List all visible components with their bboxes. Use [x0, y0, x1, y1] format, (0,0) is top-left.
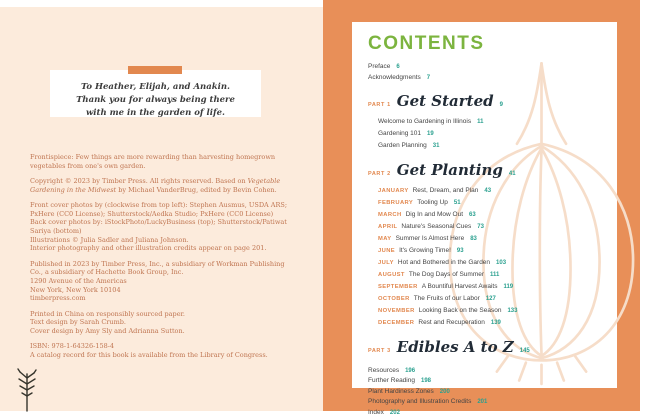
toc-entry-acknowledgments — [368, 73, 607, 84]
toc-entry-month — [378, 233, 607, 245]
copyright-post: by Michael VanderBrug, edited by Bevin Cohen. — [116, 185, 277, 194]
interior-credits: Interior photography and other illustration credits appear on page 201. — [30, 244, 267, 253]
part-1-chapter-list — [368, 116, 607, 152]
toc-entry-month — [378, 209, 607, 221]
page-top-edge — [0, 0, 323, 7]
toc-page-number: 43 — [484, 188, 492, 194]
toc-entry — [378, 116, 607, 128]
toc-page-number: 19 — [427, 131, 434, 137]
month-name: JUNE — [378, 248, 396, 254]
toc-entry-preface — [368, 62, 607, 73]
toc-page-number: 200 — [439, 388, 450, 395]
toc-entry-month — [378, 221, 607, 233]
toc-label: Looking Back on the Season — [418, 307, 502, 314]
contents-title: CONTENTS — [368, 33, 485, 54]
toc-page-number: 63 — [469, 212, 476, 218]
toc-page-number: 73 — [477, 224, 484, 230]
part-2-label: PART 2 — [368, 171, 391, 177]
month-name: APRIL — [378, 224, 398, 230]
toc-entry-month — [378, 269, 607, 281]
toc-label: Photography and Illustration Credits — [368, 398, 472, 406]
toc-page-number: 127 — [485, 296, 496, 302]
part-3-title: Edibles A to Z — [396, 338, 514, 356]
contents-panel — [352, 22, 617, 416]
toc-entry-month — [378, 185, 607, 197]
month-name: JULY — [378, 260, 394, 266]
publisher-line: Published in 2023 by Timber Press, Inc., a subsidiary of Workman Publishing Co., a subsidiary of Hachette Book Group, Inc. — [30, 259, 285, 277]
toc-label: Garden Planning — [378, 142, 427, 149]
toc-entry — [368, 366, 607, 376]
part-2-page-number: 41 — [508, 171, 516, 177]
toc-label: A Bountiful Harvest Awaits — [421, 283, 498, 290]
toc-label: Acknowledgments — [368, 73, 421, 81]
toc-page-number: 119 — [503, 284, 514, 290]
toc-entry-month — [378, 293, 607, 305]
toc-label: Preface — [368, 63, 391, 70]
dedication-box — [50, 70, 261, 117]
toc-page-number: 51 — [453, 200, 461, 206]
toc-page-number: 93 — [456, 248, 464, 254]
part-3-heading — [368, 339, 607, 360]
toc-page-number: 202 — [389, 409, 400, 416]
toc-label: The Fruits of our Labor — [413, 295, 480, 302]
toc-page-number: 11 — [477, 119, 484, 125]
copyright-pre: Copyright © 2023 by Timber Press. All rights reserved. Based on — [30, 177, 248, 186]
contents-page — [323, 0, 640, 416]
month-name: NOVEMBER — [378, 308, 415, 314]
month-name: SEPTEMBER — [378, 284, 418, 290]
toc-entry-month — [378, 245, 607, 257]
isbn: ISBN: 978-1-64326-158-4 — [30, 342, 115, 351]
toc-page-number: 198 — [420, 378, 431, 385]
toc-label: Welcome to Gardening in Illinois — [378, 118, 472, 125]
dedication-tab — [128, 66, 182, 74]
month-name: JANUARY — [378, 188, 409, 194]
toc-label: Further Reading — [368, 377, 415, 385]
toc-label: Index — [368, 408, 384, 416]
toc-page-number: 133 — [507, 308, 518, 314]
toc-label: Resources — [368, 367, 400, 374]
toc-page-number: 6 — [396, 64, 400, 70]
month-name: DECEMBER — [378, 320, 415, 326]
dedication-text: To Heather, Elijah, and Anakin. Thank you for always being there with me in the garden of life. — [76, 82, 235, 119]
toc-label: Nature's Seasonal Cues — [401, 223, 472, 230]
twig-sketch-icon — [14, 368, 40, 411]
part-1-title: Get Started — [396, 92, 494, 110]
toc-entry-month — [378, 305, 607, 317]
month-name: OCTOBER — [378, 296, 410, 302]
month-name: MAY — [378, 236, 392, 242]
cover-design-credit: Cover design by Amy Sly and Adrianna Sutton. — [30, 326, 185, 335]
illustration-credits: Illustrations © Julia Sadler and Juliana Johnson. — [30, 235, 189, 244]
toc-entry — [378, 128, 607, 140]
back-matter-list — [368, 366, 607, 418]
month-name: FEBRUARY — [378, 200, 414, 206]
toc-label: Plant Hardiness Zones — [368, 387, 434, 395]
part-2-month-list — [368, 185, 607, 329]
toc-entry — [368, 376, 607, 386]
contents-content — [352, 22, 617, 418]
printed-note: Printed in China on responsibly sourced paper. — [30, 309, 185, 318]
toc-label: It's Growing Time! — [399, 247, 451, 254]
back-cover-credits: Back cover photos by: iStockPhoto/LuckyBusiness (top); Shutterstock/Patiwat Sariya (bottom) — [30, 218, 287, 236]
toc-label: Rest, Dream, and Plan — [412, 187, 479, 194]
part-1-heading — [368, 93, 607, 114]
toc-page-number: 31 — [432, 143, 440, 149]
toc-entry-month — [378, 281, 607, 293]
copyright-page — [0, 0, 323, 411]
frontispiece-note: Frontispiece: Few things are more rewarding than harvesting homegrown vegetables from one's own garden. — [30, 153, 276, 170]
toc-label: Hot and Bothered in the Garden — [397, 259, 491, 266]
publisher-address-2: New York, New York 10104 — [30, 285, 121, 294]
publisher-website: timberpress.com — [30, 294, 86, 303]
toc-entry-month — [378, 197, 607, 209]
part-1-page-number: 9 — [499, 102, 503, 108]
toc-page-number: 139 — [490, 320, 501, 326]
toc-entry — [368, 397, 607, 407]
front-cover-credits: Front cover photos by (clockwise from top left): Stephen Ausmus, USDA ARS; PxHere (CC0 License); Shutterstock/Aedka Studio; PxHere (CC0 License) — [30, 201, 288, 218]
part-2-heading — [368, 162, 607, 183]
toc-entry-month — [378, 317, 607, 329]
referenced-book-title: Vegetable Gardening in the Midwest — [30, 177, 281, 194]
part-3-page-number: 145 — [519, 348, 530, 354]
toc-page-number: 83 — [470, 236, 477, 242]
toc-label: The Dog Days of Summer — [408, 271, 485, 278]
toc-page-number: 111 — [490, 272, 500, 278]
toc-entry-month — [378, 257, 607, 269]
publisher-address-1: 1290 Avenue of the Americas — [30, 276, 127, 285]
part-1-label: PART 1 — [368, 102, 391, 108]
toc-entry — [368, 408, 607, 418]
toc-label: Summer Is Almost Here — [395, 235, 465, 242]
toc-entry — [368, 387, 607, 397]
copyright-text-block — [30, 153, 296, 367]
catalog-record-note: A catalog record for this book is available from the Library of Congress. — [30, 350, 268, 359]
toc-page-number: 103 — [496, 260, 507, 266]
part-2-title: Get Planting — [396, 161, 503, 179]
toc-label: Gardening 101 — [378, 130, 422, 137]
part-3-label: PART 3 — [368, 348, 391, 354]
month-name: AUGUST — [378, 272, 405, 278]
text-design-credit: Text design by Sarah Crumb. — [30, 318, 126, 327]
toc-page-number: 201 — [477, 399, 488, 406]
month-name: MARCH — [378, 212, 402, 218]
toc-label: Rest and Recuperation — [418, 319, 485, 326]
toc-entry — [378, 140, 607, 152]
toc-page-number: 196 — [405, 368, 416, 374]
toc-label: Tooling Up — [417, 199, 448, 206]
copyright-notice — [30, 177, 296, 194]
toc-page-number: 7 — [426, 74, 431, 81]
toc-label: Dig In and Mow Out — [405, 211, 464, 218]
